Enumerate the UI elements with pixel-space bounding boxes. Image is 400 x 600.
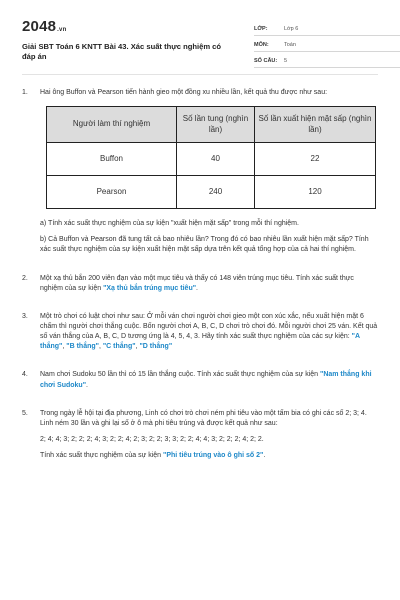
question-text-plain: Tính xác suất thực nghiệm của sự kiện bbox=[40, 452, 163, 460]
question-text-plain: Một trò chơi có luật chơi như sau: Ở mỗi ván chơi người chơi gieo một con xúc xắc, nếu xuất hiện mặt 6 chấm thì người chơi thắng cuộc. Bốn người chơi A, B, C, D chơi trò chơi đó. Mỗi người chơi 25 ván. Kết quả số ván thắng của A, B, C, D tương ứng là 4, 5, 4, 3. Hãy tính xác suất thực nghiệm của các sự kiện: bbox=[40, 312, 378, 341]
document-title: Giải SBT Toán 6 KNTT Bài 43. Xác suất thực nghiệm có đáp án bbox=[22, 42, 222, 62]
header bbox=[22, 12, 378, 72]
question-3 bbox=[22, 312, 378, 359]
question-text-end: . bbox=[263, 452, 266, 460]
meta-row-subject bbox=[254, 40, 400, 52]
question-number: 2. bbox=[22, 274, 28, 282]
highlighted-event: "B thắng" bbox=[66, 343, 99, 351]
question-5 bbox=[22, 409, 378, 468]
question-text-plain: Một xạ thủ bắn 200 viên đạn vào một mục tiêu và thấy có 148 viên trúng mục tiêu. Tính xác suất thực nghiệm của sự kiện bbox=[40, 274, 354, 292]
table-row bbox=[47, 143, 376, 176]
logo[interactable] bbox=[22, 16, 66, 38]
table-header-row bbox=[47, 107, 376, 143]
question-text-end: . bbox=[196, 284, 198, 292]
table-header-cell: Số lần xuất hiện mặt sấp (nghìn lần) bbox=[255, 107, 376, 143]
separator: , bbox=[135, 343, 140, 351]
table-cell: 240 bbox=[177, 176, 255, 209]
question-body bbox=[40, 312, 378, 359]
meta-value-subject: Toán bbox=[284, 41, 296, 48]
question-number: 1. bbox=[22, 89, 28, 96]
meta-row-class bbox=[254, 24, 400, 36]
question-number: 5. bbox=[22, 409, 28, 417]
dart-results: 2; 4; 4; 3; 2; 2; 2; 4; 3; 2; 2; 4; 2; 3; 2; 2; 3; 3; 2; 2; 4; 4; 3; 2; 2; 2; 4; 2; 2. bbox=[40, 435, 264, 443]
question-body bbox=[40, 370, 378, 396]
separator: , bbox=[98, 343, 103, 351]
experiment-table bbox=[46, 106, 376, 209]
table-cell: Pearson bbox=[47, 176, 177, 209]
question-number: 4. bbox=[22, 371, 28, 379]
logo-suffix: .vn bbox=[57, 27, 67, 33]
question-text: Hai ông Buffon và Pearson tiến hành gieo một đồng xu nhiều lần, kết quả thu được như sau: bbox=[40, 89, 328, 96]
meta-info bbox=[254, 24, 400, 72]
meta-label-question-count: SỐ CÂU: bbox=[254, 57, 278, 64]
meta-label-subject: MÔN: bbox=[254, 41, 269, 48]
question-part-a: a) Tính xác suất thực nghiệm của sự kiện "xuất hiện mặt sấp" trong mỗi thí nghiệm. bbox=[40, 220, 299, 228]
question-body bbox=[40, 88, 378, 262]
question-number: 3. bbox=[22, 312, 28, 320]
question-list bbox=[22, 88, 378, 467]
question-text bbox=[40, 274, 378, 294]
highlighted-event: "Phi tiêu trúng vào ô ghi số 2" bbox=[163, 452, 264, 460]
question-text-end: . bbox=[86, 381, 88, 389]
header-divider bbox=[22, 74, 378, 75]
question-1 bbox=[22, 88, 378, 262]
question-2 bbox=[22, 274, 378, 300]
question-text-plain: Nam chơi Sudoku 50 lần thì có 15 lần thắng cuộc. Tính xác suất thực nghiệm của sự kiện bbox=[40, 371, 320, 379]
highlighted-event: "A thắng" bbox=[40, 333, 360, 351]
meta-row-question-count bbox=[254, 56, 400, 68]
question-body bbox=[40, 274, 378, 300]
separator: , bbox=[62, 343, 67, 351]
table-header-cell: Người làm thí nghiệm bbox=[47, 107, 177, 143]
question-text bbox=[40, 370, 378, 390]
table-cell: 40 bbox=[177, 143, 255, 176]
table-cell: Buffon bbox=[47, 143, 177, 176]
question-4 bbox=[22, 370, 378, 396]
question-part-b: b) Cả Buffon và Pearson đã tung tất cả bao nhiêu lần? Trong đó có bao nhiêu lần xuất hiện mặt sấp? Tính xác suất thực nghiệm của sự kiện xuất hiện mặt sấp dựa trên kết quả tổng hợp của cả hai thí nghiệm. bbox=[40, 236, 369, 254]
meta-value-class: Lớp 6 bbox=[284, 25, 299, 32]
table-header-cell: Số lần tung (nghìn lần) bbox=[177, 107, 255, 143]
question-body bbox=[40, 409, 378, 468]
logo-text: 2048 bbox=[22, 18, 57, 35]
table-cell: 120 bbox=[255, 176, 376, 209]
question-text: Trong ngày lễ hội tại địa phương, Linh có chơi trò chơi ném phi tiêu vào một tấm bia có ghi các số 2; 3; 4. Linh ném 30 lần và ghi lại số ở ô mà phi tiêu trúng và được kết quả như sau: bbox=[40, 409, 367, 427]
table-cell: 22 bbox=[255, 143, 376, 176]
table-row bbox=[47, 176, 376, 209]
highlighted-event: "C thắng" bbox=[102, 343, 136, 351]
highlighted-event: "D thắng" bbox=[139, 343, 173, 351]
question-text bbox=[40, 312, 378, 353]
meta-value-question-count: 5 bbox=[284, 57, 288, 64]
question-ask bbox=[40, 451, 378, 461]
highlighted-event: "Xạ thủ bắn trúng mục tiêu" bbox=[103, 284, 197, 292]
meta-label-class: LỚP: bbox=[254, 25, 268, 32]
highlighted-event: "Nam thắng khi chơi Sudoku" bbox=[40, 371, 372, 389]
